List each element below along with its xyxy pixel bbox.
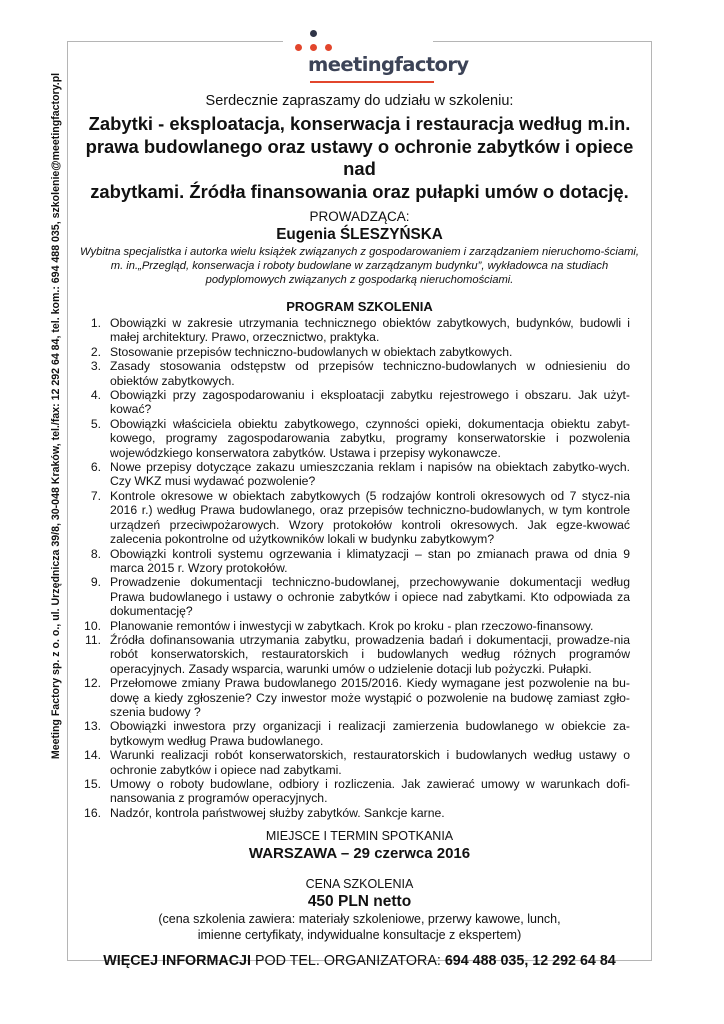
program-item bbox=[73, 489, 646, 547]
program-item-text: Umowy o roboty budowlane, odbiory i rozliczenia. Jak zawierać umowy w warunkach dofi-nansowania z programów operacyjnych. bbox=[110, 777, 630, 806]
price-note-line: (cena szkolenia zawiera: materiały szkoleniowe, przerwy kawowe, lunch, bbox=[158, 912, 561, 927]
title-line: Zabytki - eksploatacja, konserwacja i restauracja według m.in. bbox=[88, 113, 631, 134]
price-note bbox=[73, 912, 646, 943]
lecturer-bio: Wybitna specjalistka i autorka wielu książek związanych z gospodarowaniem i zarządzaniem nieruchomo-ściami, m. in.„Przegląd, konserwacja i roboty budowlane w zarządzanym budynku”, wykładowca na studiach podyplomowych związanych z gospodarką nieruchomościami. bbox=[80, 246, 639, 286]
more-info-heading: WIĘCEJ INFORMACJI bbox=[103, 953, 251, 970]
program-item bbox=[73, 388, 646, 417]
invite-line: Serdecznie zapraszamy do udziału w szkoleniu: bbox=[205, 93, 514, 109]
place-date: WARSZAWA – 29 czerwca 2016 bbox=[248, 845, 471, 863]
program-item-number: 2. bbox=[90, 344, 101, 359]
program-item bbox=[73, 359, 646, 388]
price-label: CENA SZKOLENIA bbox=[305, 877, 414, 892]
lecturer-name: Eugenia ŚLESZYŃSKA bbox=[276, 226, 443, 243]
program-item-text: Obowiązki inwestora przy organizacji i realizacji zamierzenia budowlanego w obiekcie za-bytkowym według Prawa budowlanego. bbox=[110, 719, 630, 748]
program-item-text: Nadzór, kontrola państwowej służby zabytków. Sankcje karne. bbox=[110, 805, 445, 820]
program-item-number: 9. bbox=[90, 575, 101, 590]
program-item-number: 8. bbox=[90, 546, 101, 561]
program-item-number: 4. bbox=[90, 388, 101, 403]
program-list bbox=[73, 316, 646, 820]
program-item-number: 16. bbox=[84, 805, 101, 820]
program-item-text: Źródła dofinansowania utrzymania zabytku, prowadzenia badań i dokumentacji, prowadze-nia robót konserwatorskich, restauratorskich i budowlanych według różnych programów operacyjnych. Zasady wsparcia, warunki umów o udzielenie dotacji lub pożyczki. Pułapki. bbox=[110, 632, 630, 676]
lecturer-label: PROWADZĄCA: bbox=[309, 209, 410, 224]
price-note-line: imienne certyfikaty, indywidualne konsultacje z ekspertem) bbox=[197, 927, 522, 942]
company-contact-vertical: Meeting Factory sp. z o. o., ul. Urzędnicza 39/8, 30-048 Kraków, tel./fax: 12 292 64 84, tel. kom.: 694 488 035, szkolenie@meetingfactory.pl bbox=[50, 72, 62, 760]
meetingfactory-logo bbox=[280, 26, 469, 86]
program-item bbox=[73, 575, 646, 618]
program-item-number: 10. bbox=[84, 618, 101, 633]
price-value: 450 PLN netto bbox=[307, 893, 412, 911]
place-label: MIEJSCE I TERMIN SPOTKANIA bbox=[265, 829, 454, 844]
program-item bbox=[73, 619, 646, 633]
logo-underline bbox=[310, 81, 434, 83]
program-item-text: Kontrole okresowe w obiektach zabytkowych (5 rodzajów kontroli okresowych od 7 stycz-nia 2016 r.) według Prawa budowlanego, oraz przepisów techniczno-budowlanych, w tym kontrole urządzeń przeciwpożarowych. Wzory protokołów kontroli okresowych. Jak egze-kwować zalecenia pokontrolne od użytkowników lokali w budynku zabytkowym? bbox=[110, 488, 630, 547]
program-item bbox=[73, 417, 646, 460]
logo-dot-left bbox=[295, 44, 302, 51]
program-item-text: Planowanie remontów i inwestycji w zabytkach. Krok po kroku - plan rzeczowo-finansowy. bbox=[110, 618, 594, 633]
program-item-number: 14. bbox=[84, 748, 101, 763]
program-item-text: Obowiązki kontroli systemu ogrzewania i klimatyzacji – stan po zmianach prawa od dnia 9 marca 2015 r. Wzory protokołów. bbox=[110, 546, 630, 575]
title-line: zabytkami. Źródła finansowania oraz pułapki umów o dotację. bbox=[90, 180, 629, 202]
program-item-number: 13. bbox=[84, 719, 101, 734]
program-item-number: 6. bbox=[90, 460, 101, 475]
more-info-line bbox=[73, 952, 646, 970]
program-item-number: 11. bbox=[84, 632, 101, 647]
program-item-number: 5. bbox=[90, 416, 101, 431]
program-item bbox=[73, 719, 646, 748]
program-item-text: Obowiązki w zakresie utrzymania technicznego obiektów zabytkowych, budynków, budowli i małej architektury. Prawo, orzecznictwo, praktyka. bbox=[110, 316, 630, 345]
more-info-text: POD TEL. ORGANIZATORA: bbox=[250, 953, 445, 970]
program-item bbox=[73, 676, 646, 719]
program-item-text: Nowe przepisy dotyczące zakazu umieszczania reklam i napisów na obiektach zabytko-wych. Czy WKZ musi wydawać pozwolenie? bbox=[110, 460, 630, 489]
organizer-phones: 694 488 035, 12 292 64 84 bbox=[444, 953, 616, 970]
flyer-content bbox=[73, 92, 646, 970]
program-item-number: 7. bbox=[90, 488, 101, 503]
program-item-text: Warunki realizacji robót konserwatorskich, restauratorskich i budowlanych według ustawy o ochronie zabytków i opiece nad zabytkami. bbox=[110, 748, 630, 777]
program-item bbox=[73, 633, 646, 676]
training-title bbox=[73, 113, 646, 203]
title-line: prawa budowlanego oraz ustawy o ochronie zabytków i opiece nad bbox=[85, 135, 634, 179]
program-item-number: 12. bbox=[84, 676, 101, 691]
program-item bbox=[73, 748, 646, 777]
program-item bbox=[73, 345, 646, 359]
program-item-number: 1. bbox=[90, 316, 101, 330]
logo-dot-top bbox=[310, 30, 317, 37]
program-item-number: 3. bbox=[90, 359, 101, 374]
program-item-number: 15. bbox=[84, 777, 101, 791]
program-item-text: Przełomowe zmiany Prawa budowlanego 2015/2016. Kiedy wymagane jest pozwolenie na bu-dowę a kiedy zgłoszenie? Czy inwestor może wystąpić o pozwolenie na budowę zamiast zgło-szenia budowy ? bbox=[110, 676, 630, 719]
logo-dot-middle bbox=[310, 44, 317, 51]
program-item-text: Stosowanie przepisów techniczno-budowlanych w obiektach zabytkowych. bbox=[110, 344, 513, 359]
program-title: PROGRAM SZKOLENIA bbox=[286, 299, 433, 314]
program-item bbox=[73, 316, 646, 345]
program-item-text: Prowadzenie dokumentacji techniczno-budowlanej, przechowywanie dokumentacji według Prawa budowlanego i ustawy o ochronie zabytków i opiece nad zabytkami. Kto odpowiada za dokumentację? bbox=[110, 575, 630, 619]
program-item-text: Obowiązki właściciela obiektu zabytkowego, czynności opieki, dokumentacja obiektu zabyt-kowego, programy zagospodarowania zabytku, programy konserwatorskie i pozwolenia wojewódzkiego konserwatora zabytków. Ustawa i przepisy wykonawcze. bbox=[110, 416, 630, 460]
logo-dot-right bbox=[325, 44, 332, 51]
program-item-text: Zasady stosowania odstępstw od przepisów techniczno-budowlanych w odniesieniu do obiektów zabytkowych. bbox=[110, 359, 630, 388]
program-item bbox=[73, 806, 646, 820]
program-item bbox=[73, 777, 646, 806]
logo-wordmark: meetingfactory bbox=[308, 53, 469, 76]
program-item bbox=[73, 460, 646, 489]
program-item bbox=[73, 547, 646, 576]
program-item-text: Obowiązki przy zagospodarowaniu i eksploatacji zabytku rejestrowego i obszaru. Jak użyt-kować? bbox=[110, 388, 630, 417]
